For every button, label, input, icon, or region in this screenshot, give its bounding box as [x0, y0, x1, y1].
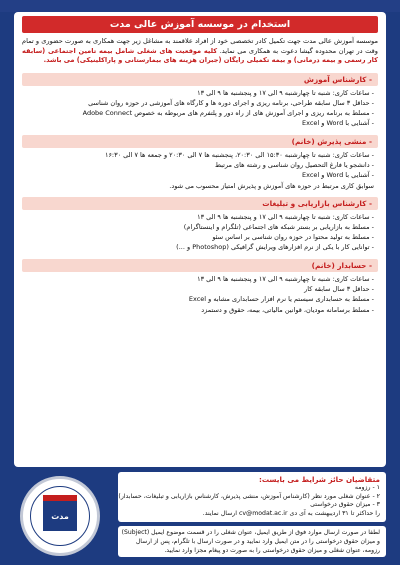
section-line: - مسلط برسامانه مودیان، قوانین مالیاتی، بیمه، حقوق و دستمزد — [201, 305, 374, 314]
note-line: لطفا در صورت ارسال موارد فوق از طریق ایمیل، عنوان شغلی را در قسمت موضوع ایمیل (Subject) — [121, 529, 380, 536]
requirements-title: متقاضیان حائز شرایط می بایست: — [258, 475, 380, 484]
intro-text — [22, 37, 378, 66]
section-line: - توانایی کار با یکی از نرم افزارهای ویرایش گرافیکی (Photoshop و ...) — [176, 243, 374, 252]
section-line: - آشنایی با Word و Excel — [302, 171, 374, 180]
section-line: - حداقل ۳ سال سابقه طراحی، برنامه ریزی و اجرای دوره ها و کارگاه های آموزشی در حوزه روان شناسی — [88, 98, 374, 107]
section-line: - مسلط به تولید محتوا در حوزه روان شناسی بر اساس سئو — [212, 233, 374, 242]
requirement-item: ۱ - رزومه — [354, 484, 380, 491]
intro-line-4: و بیمه تکمیلی رایگان (جبران هزینه های بیمارستانی و پاراکلینیکی) می باشد. — [43, 56, 292, 65]
requirement-item: ۳ - میزان حقوق درخواستی — [310, 501, 380, 509]
top-stripe — [0, 0, 400, 12]
note-line: رزومه، عنوان شغلی و میزان حقوق درخواستی را به صورت دو پیغام مجزا وارد نمایید. — [164, 546, 380, 554]
section-heading: - حسابدار (خانم) — [22, 259, 378, 272]
section-heading: - منشی پذیرش (خانم) — [22, 135, 378, 148]
section-education-expert — [22, 73, 378, 128]
intro-line-3: کلیه موقعیت های شغلی شامل بیمه تامین اجتماعی (سابقه کار رسمی و بیمه درمانی) — [22, 46, 378, 65]
intro-line-1: موسسه آموزش عالی مدت جهت تکمیل کادر تخصصی خود از افراد علاقمند به مشاغل زیر — [132, 37, 378, 45]
submission-note-box — [118, 526, 386, 557]
section-line: - آشنایی با Word و Excel — [302, 118, 374, 127]
job-posting-card — [14, 12, 386, 467]
requirement-item: ۲ - عنوان شغلی مورد نظر (کارشناس آموزش، منشی پذیرش، کارشناس بازاریابی و تبلیغات، حسابدار) — [118, 492, 380, 500]
requirements-box — [118, 472, 386, 522]
logo-text: مدت — [51, 511, 69, 521]
section-line: - ساعات کاری: شنبه تا چهارشنبه ۹ الی ۱۷ و پنجشنبه ها ۹ الی ۱۳ — [197, 213, 374, 222]
intro-line-2: جهت همکاری به صورت حضوری و تمام وقت در تهران محدوده گیشا دعوت به همکاری می نماید. — [22, 37, 378, 55]
page-title: استخدام در موسسه آموزش عالی مدت — [22, 16, 378, 33]
requirement-item: را حداکثر تا ۳۱ اردیبهشت به آی دی cv@modat.ac.ir ارسال نمایند. — [202, 510, 380, 518]
section-line: - ساعات کاری: شنبه تا چهارشنبه ۹ الی ۱۷ و پنجشنبه ها ۹ الی ۱۳ — [197, 88, 374, 97]
note-line: و میزان حقوق درخواستی را در متن ایمیل وارد نمایید و در صورت ارسال با تلگرام، پس از ارسال — [135, 537, 380, 545]
section-line: - دانشجو یا فارغ التحصیل روان شناسی و رشته های مرتبط — [214, 160, 374, 169]
section-line: - مسلط به بازاریابی بر بستر شبکه های اجتماعی (تلگرام و اینستاگرام) — [183, 223, 374, 232]
section-line: - ساعات کاری: شنبه تا چهارشنبه ۱۵:۳۰ الی ۲۰:۳۰، پنجشنبه ها ۷ الی ۲۰:۳۰ و جمعه ها ۷ الی ۱۶:۳۰ — [104, 150, 374, 159]
lower-panel — [14, 472, 386, 559]
section-heading: - کارشناس آموزش — [22, 73, 378, 86]
section-line: - ساعات کاری: شنبه تا چهارشنبه ۹ الی ۱۷ و پنجشنبه ها ۹ الی ۱۳ — [197, 275, 374, 284]
section-reception-secretary — [22, 135, 378, 190]
section-line: - حداقل ۳ سال سابقه کار — [304, 285, 374, 294]
section-marketing-expert — [22, 197, 378, 252]
section-line: - مسلط به حسابداری سیستم یا نرم افزار حسابداری مشابه و Excel — [188, 295, 374, 304]
section-accountant — [22, 259, 378, 314]
section-note: سوابق کاری مرتبط در حوزه های آموزش و پذیرش امتیاز محسوب می شود. — [169, 182, 374, 191]
section-line: - مسلط به برنامه ریزی و اجرای آموزش های از راه دور و پلتفرم های مربوطه به خصوص Adobe Connect — [82, 108, 374, 117]
institute-emblem-icon — [20, 476, 100, 556]
section-heading: - کارشناس بازاریابی و تبلیغات — [22, 197, 378, 210]
